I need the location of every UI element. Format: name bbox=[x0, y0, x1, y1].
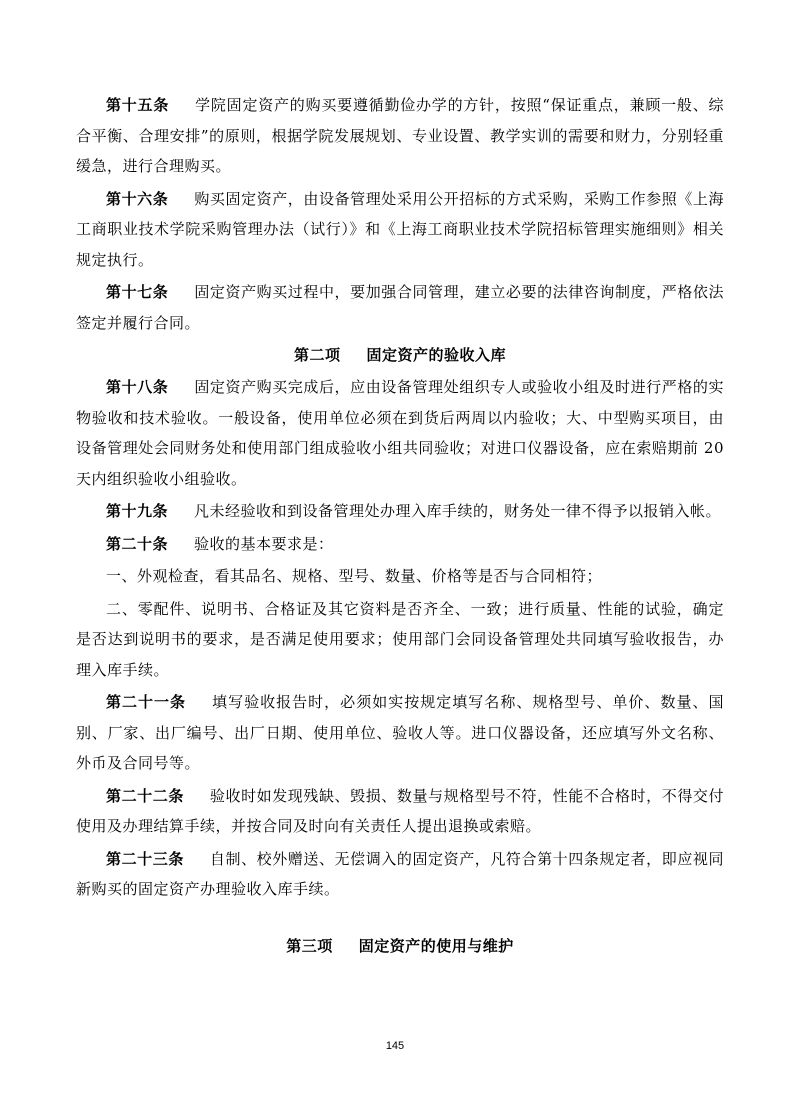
article-23 bbox=[76, 844, 724, 905]
article-number: 第二十二条 bbox=[106, 786, 184, 805]
section-heading-3 bbox=[76, 931, 724, 961]
article-number: 第十七条 bbox=[106, 283, 169, 301]
article-16 bbox=[76, 184, 724, 276]
article-number: 第十九条 bbox=[106, 502, 169, 520]
article-21 bbox=[76, 687, 724, 779]
article-text: 购买固定资产，由设备管理处采用公开招标的方式采购，采购工作参照《上海工商职业技术学院采购管理办法（试行）》和《上海工商职业技术学院招标管理实施细则》相关规定执行。 bbox=[76, 189, 724, 269]
requirement-item-2 bbox=[76, 594, 724, 686]
article-20 bbox=[76, 529, 724, 560]
article-number: 第二十条 bbox=[106, 534, 169, 553]
section-title: 固定资产的使用与维护 bbox=[358, 936, 514, 955]
section-label: 第二项 bbox=[293, 346, 341, 364]
requirement-item-1 bbox=[76, 561, 724, 592]
article-18 bbox=[76, 372, 724, 494]
article-text: 学院固定资产的购买要遵循勤俭办学的方针，按照“保证重点，兼顾一般、综合平衡、合理安排”的原则，根据学院发展规划、专业设置、教学实训的需要和财力，分别轻重缓急，进行合理购买。 bbox=[76, 96, 724, 175]
article-text: 固定资产购买过程中，要加强合同管理，建立必要的法律咨询制度，严格依法签定并履行合同。 bbox=[76, 283, 724, 332]
article-text: 验收时如发现残缺、毁损、数量与规格型号不符，性能不合格时，不得交付使用及办理结算手续，并按合同及时向有关责任人提出退换或索赔。 bbox=[76, 786, 724, 835]
article-15 bbox=[76, 90, 724, 182]
article-text: 凡未经验收和到设备管理处办理入库手续的，财务处一律不得予以报销入帐。 bbox=[194, 502, 722, 520]
article-number: 第二十一条 bbox=[106, 693, 187, 711]
section-heading-2 bbox=[76, 340, 724, 370]
article-text: 固定资产购买完成后，应由设备管理处组织专人或验收小组及时进行严格的实物验收和技术验收。一般设备，使用单位必须在到货后两周以内验收；大、中型购买项目，由设备管理处会同财务处和使用部门组成验收小组共同验收；对进口仪器设备，应在索赔期前 20 天内组织验收小组验收。 bbox=[76, 378, 724, 488]
article-text: 自制、校外赠送、无偿调入的固定资产，凡符合第十四条规定者，即应视同新购买的固定资产办理验收入库手续。 bbox=[76, 849, 724, 898]
article-text: 填写验收报告时，必须如实按规定填写名称、规格型号、单价、数量、国别、厂家、出厂编号、出厂日期、使用单位、验收人等。进口仪器设备，还应填写外文名称、外币及合同号等。 bbox=[76, 693, 724, 772]
article-number: 第十五条 bbox=[106, 96, 170, 114]
document-page bbox=[76, 90, 724, 963]
article-number: 第十八条 bbox=[106, 378, 169, 396]
item-text: 二、零配件、说明书、合格证及其它资料是否齐全、一致；进行质量、性能的试验，确定是否达到说明书的要求，是否满足使用要求；使用部门会同设备管理处共同填写验收报告，办理入库手续。 bbox=[76, 599, 724, 679]
article-number: 第二十三条 bbox=[106, 849, 184, 868]
section-label: 第三项 bbox=[286, 936, 333, 955]
item-text: 一、外观检查，看其品名、规格、型号、数量、价格等是否与合同相符； bbox=[106, 567, 603, 585]
article-text: 验收的基本要求是： bbox=[194, 534, 334, 553]
article-number: 第十六条 bbox=[106, 189, 169, 208]
article-17 bbox=[76, 277, 724, 338]
section-title: 固定资产的验收入库 bbox=[366, 346, 507, 364]
article-22 bbox=[76, 781, 724, 842]
article-19 bbox=[76, 496, 724, 527]
page-number: 145 bbox=[385, 1040, 405, 1052]
